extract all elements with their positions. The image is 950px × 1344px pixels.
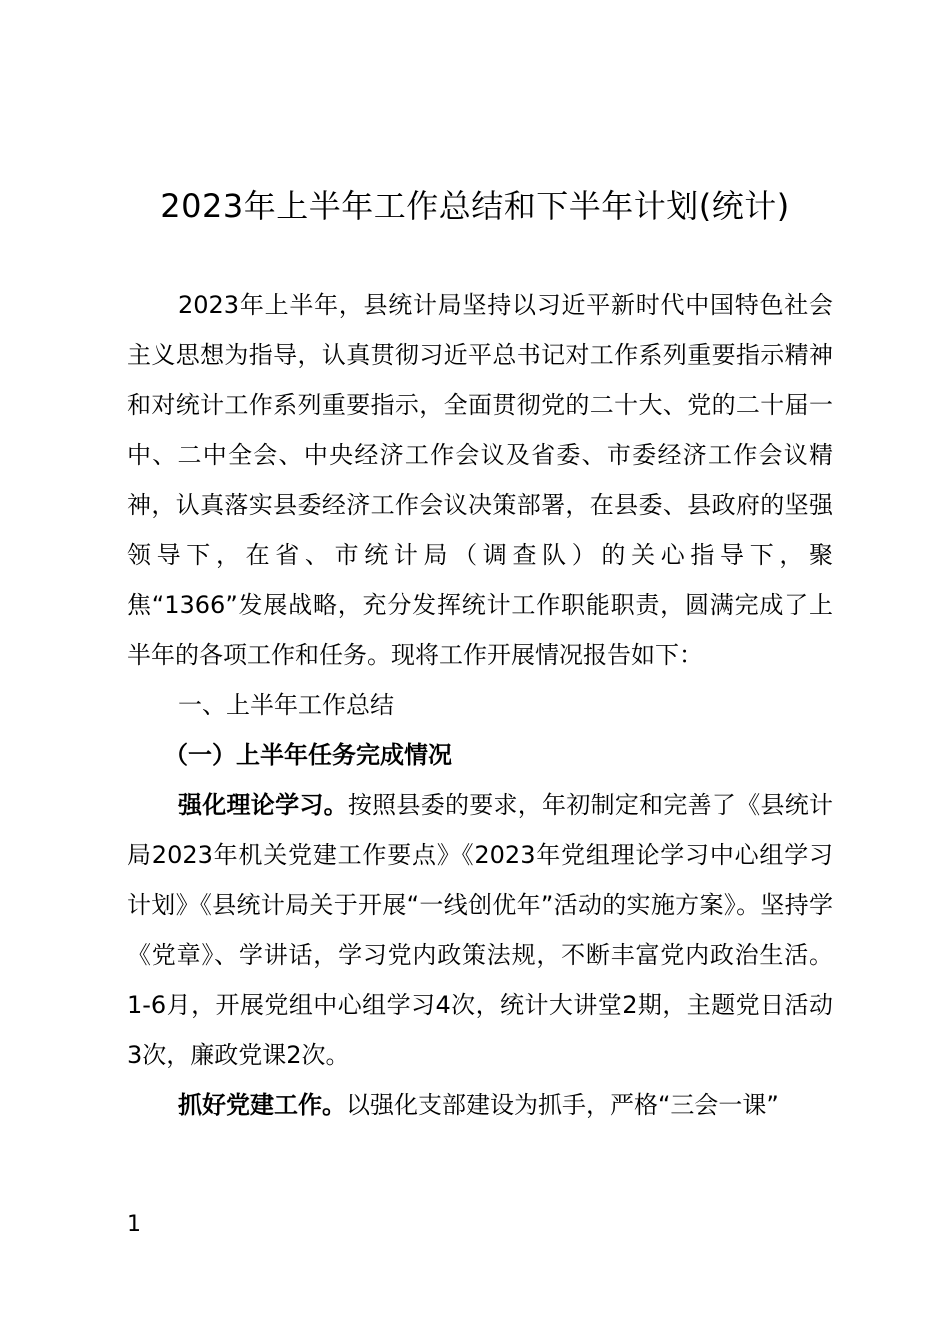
- subsection-heading-1: （一）上半年任务完成情况: [164, 741, 452, 769]
- paragraph-text-party-building: 以强化支部建设为抓手，严格“三会一课”: [346, 1091, 779, 1119]
- document-title: 2023年上半年工作总结和下半年计划(统计): [160, 187, 790, 225]
- page-number: 1: [127, 1212, 141, 1237]
- document-body: [127, 280, 833, 1130]
- paragraph-party-building: [127, 1080, 833, 1130]
- paragraph-lead-party-building: 抓好党建工作。: [178, 1091, 346, 1119]
- section-heading-1: 一、上半年工作总结: [178, 691, 394, 719]
- paragraph-text-theory-study: 按照县委的要求，年初制定和完善了《县统计局2023年机关党建工作要点》《2023年党组理论学习中心组学习计划》《县统计局关于开展“一线创优年”活动的实施方案》。坚持学《党章》、学讲话，学习党内政策法规，不断丰富党内政治生活。1-6月，开展党组中心组学习4次，统计大讲堂2期，主题党日活动3次，廉政党课2次。: [127, 791, 834, 1069]
- paragraph-lead-theory-study: 强化理论学习。: [178, 791, 348, 819]
- intro-paragraph: 2023年上半年，县统计局坚持以习近平新时代中国特色社会主义思想为指导，认真贯彻习近平总书记对工作系列重要指示精神和对统计工作系列重要指示，全面贯彻党的二十大、党的二十届一中、二中全会、中央经济工作会议及省委、市委经济工作会议精神，认真落实县委经济工作会议决策部署，在县委、县政府的坚强领导下，在省、市统计局（调查队）的关心指导下，聚焦“1366”发展战略，充分发挥统计工作职能职责，圆满完成了上半年的各项工作和任务。现将工作开展情况报告如下：: [127, 291, 833, 669]
- paragraph-theory-study: [127, 780, 833, 1080]
